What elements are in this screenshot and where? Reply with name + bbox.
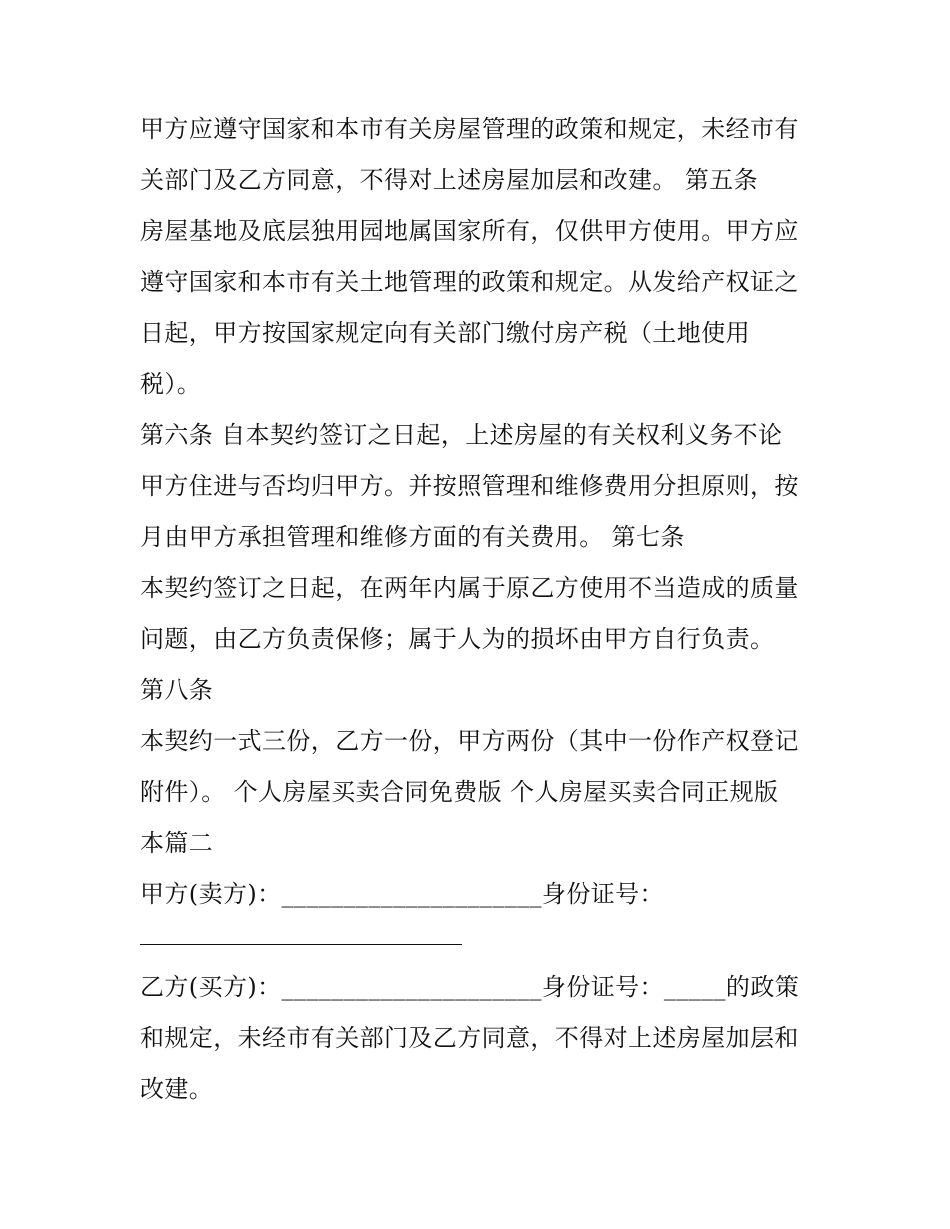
paragraph-line-18: 和规定，未经市有关部门及乙方同意，不得对上述房屋加层和 — [140, 1024, 799, 1052]
paragraph-line-10: 本契约签订之日起，在两年内属于原乙方使用不当造成的质量 — [140, 574, 799, 602]
paragraph-line-4: 遵守国家和本市有关土地管理的政策和规定。从发给产权证之 — [140, 268, 799, 296]
paragraph-line-2: 关部门及乙方同意，不得对上述房屋加层和改建。 第五条 — [140, 166, 759, 194]
paragraph-line-5: 日起，甲方按国家规定向有关部门缴付房产税（土地使用 — [140, 319, 750, 347]
seller-line: 甲方(卖方)：_____________________身份证号： — [140, 880, 664, 908]
paragraph-line-9: 月由甲方承担管理和维修方面的有关费用。 第七条 — [140, 523, 685, 551]
paragraph-line-11: 问题，由乙方负责保修；属于人为的损坏由甲方自行负责。 — [140, 625, 775, 653]
paragraph-line-12: 第八条 — [140, 676, 214, 704]
paragraph-line-13: 本契约一式三份，乙方一份，甲方两份（其中一份作产权登记 — [140, 727, 799, 755]
paragraph-line-14: 附件）。 个人房屋买卖合同免费版 个人房屋买卖合同正规版 — [140, 778, 779, 806]
paragraph-line-6: 税）。 — [140, 370, 202, 398]
paragraph-line-7: 第六条 自本契约签订之日起，上述房屋的有关权利义务不论 — [140, 421, 783, 449]
paragraph-line-1: 甲方应遵守国家和本市有关房屋管理的政策和规定，未经市有 — [140, 115, 799, 143]
paragraph-line-15: 本篇二 — [140, 829, 214, 857]
paragraph-line-19: 改建。 — [140, 1075, 214, 1103]
buyer-line: 乙方(买方)：_____________________身份证号：_____的政策 — [140, 973, 800, 1001]
id-number-blank-line — [140, 944, 462, 945]
paragraph-line-8: 甲方住进与否均归甲方。并按照管理和维修费用分担原则，按 — [140, 472, 799, 500]
paragraph-line-3: 房屋基地及底层独用园地属国家所有，仅供甲方使用。甲方应 — [140, 217, 799, 245]
